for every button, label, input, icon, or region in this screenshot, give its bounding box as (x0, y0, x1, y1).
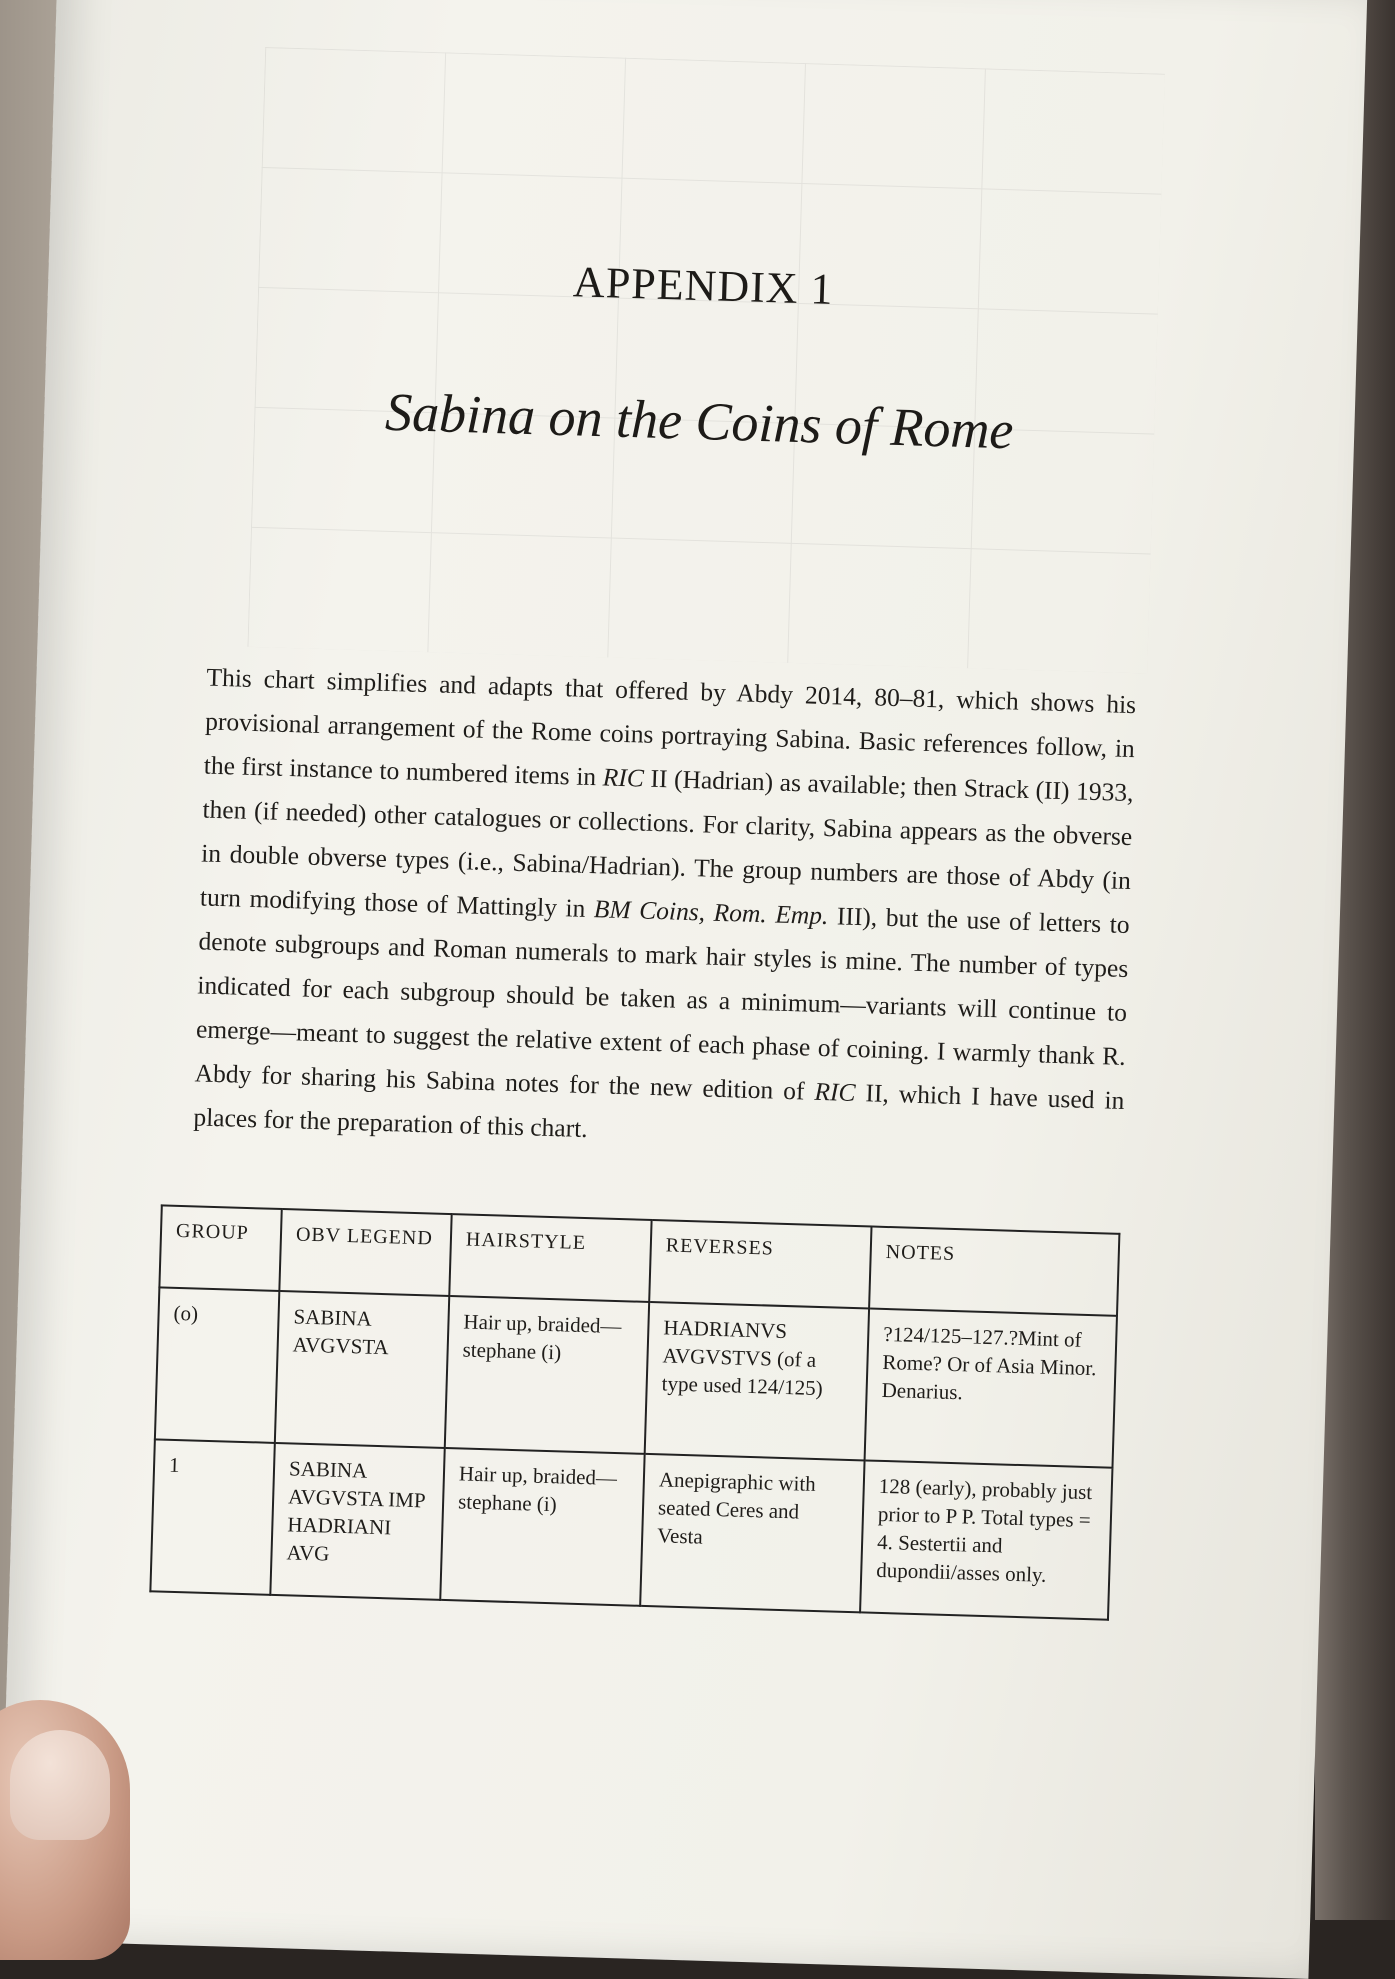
intro-paragraph (193, 656, 1137, 1167)
cell-group: (o) (155, 1287, 279, 1442)
intro-ric: RIC (602, 762, 645, 793)
intro-ric-2: RIC (814, 1076, 856, 1107)
cell-reverses: HADRIANVS AVGVSTVS (of a type used 124/125) (645, 1302, 869, 1460)
intro-text-3: III), but the use of letters to denote subgroups and Roman numerals to mark hair styles is mine. The number of types indicated for each subgroup should be taken as a minimum—variants will continue to emerge—meant to suggest the relative extent of each phase of coining. I warmly thank R. Abdy for sharing his Sabina notes for the new edition of (194, 901, 1131, 1106)
header-group: GROUP (159, 1205, 281, 1291)
appendix-subtitle: Sabina on the Coins of Rome (384, 381, 1015, 461)
cell-notes: ?124/125–127.?Mint of Rome? Or of Asia Minor. Denarius. (865, 1308, 1117, 1467)
cell-group: 1 (150, 1439, 274, 1594)
intro-text-2: II (Hadrian) as available; then Strack (II) 1933, then (if needed) other catalogues or collections. For clarity, Sabina appears as the obverse in double obverse types (i.e., Sabina/Hadrian). The group numbers are those of Abdy (in turn modifying those of Mattingly in (199, 763, 1134, 924)
cell-reverses: Anepigraphic with seated Ceres and Vesta (640, 1454, 864, 1612)
table-row (150, 1439, 1112, 1619)
header-obv-legend: OBV LEGEND (279, 1209, 451, 1296)
cell-obv-legend: SABINA AVGVSTA IMP HADRIANI AVG (270, 1443, 444, 1600)
thumbnail-nail (10, 1730, 110, 1840)
table-row (155, 1287, 1117, 1467)
show-through-table (247, 47, 1164, 673)
cell-hairstyle: Hair up, braided—stephane (i) (445, 1296, 649, 1454)
appendix-title: APPENDIX 1 (572, 257, 835, 314)
header-hairstyle: HAIRSTYLE (449, 1214, 651, 1302)
cell-hairstyle: Hair up, braided—stephane (i) (440, 1448, 644, 1606)
intro-text-4: II, which I have used in places for the preparation of this chart. (193, 1078, 1125, 1144)
cell-notes: 128 (early), probably just prior to P P. Total types = 4. Sestertii and dupondii/asses only. (860, 1460, 1112, 1619)
header-reverses: REVERSES (649, 1220, 871, 1308)
sabina-coins-table (149, 1204, 1120, 1620)
intro-bm: BM Coins, Rom. Emp. (593, 894, 829, 931)
cell-obv-legend: SABINA AVGVSTA (275, 1291, 449, 1448)
intro-text-1: This chart simplifies and adapts that offered by Abdy 2014, 80–81, which shows his provisional arrangement of the Rome coins portraying Sabina. Basic references follow, in the first instance to numbered items in (203, 662, 1137, 792)
header-notes: NOTES (869, 1227, 1119, 1316)
